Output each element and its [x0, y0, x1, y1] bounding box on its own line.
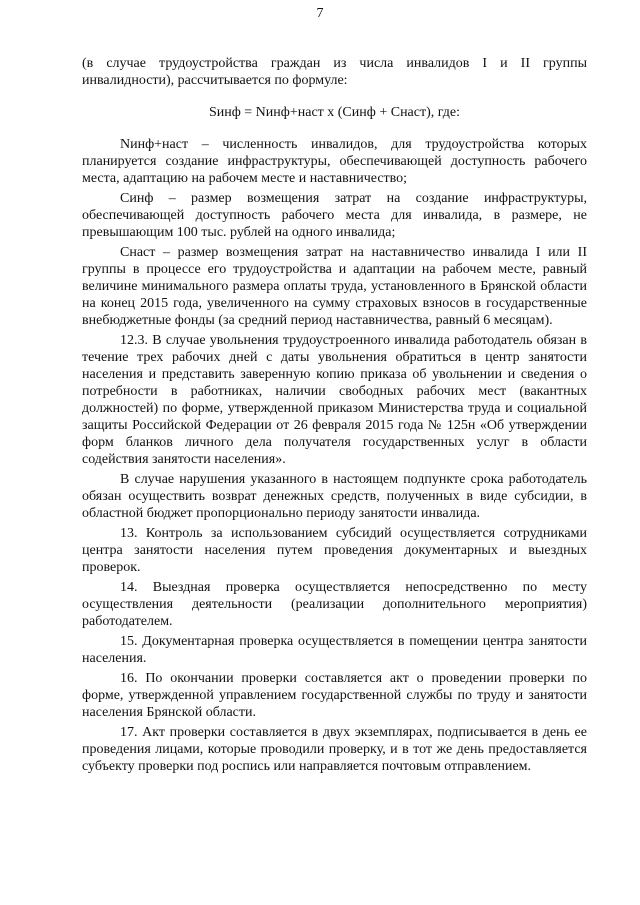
paragraph-12-3: 12.3. В случае увольнения трудоустроенного инвалида работодатель обязан в течение трех рабочих дней с даты увольнения обратиться в центр занятости населения и представить заверенную копию приказа об увольнении и сведения о потребности в работниках, наличии свободных рабочих мест (вакантных должностей) по форме, утвержденной приказом Министерства труда и социальной защиты Российской Федерации от 26 февраля 2015 года № 125н «Об утверждении форм бланков личного дела получателя государственных услуг в области содействия занятости населения». [82, 333, 587, 467]
paragraph-intro: (в случае трудоустройства граждан из числа инвалидов I и II группы инвалидности), рассчитывается по формуле: [82, 56, 587, 88]
formula: Sинф = Nинф+наст х (Синф + Снаст), где: [208, 105, 461, 120]
paragraph-ninf-definition: Nинф+наст – численность инвалидов, для трудоустройства которых планируется создание инфраструктуры, обеспечивающей доступность рабочего места, адаптацию на рабочем месте и наставничество; [82, 137, 587, 186]
paragraph-13: 13. Контроль за использованием субсидий осуществляется сотрудниками центра занятости населения путем проведения документарных и выездных проверок. [82, 526, 587, 575]
document-body [82, 55, 587, 778]
paragraph-17: 17. Акт проверки составляется в двух экземплярах, подписывается в день ее проведения лицами, которые проводили проверку, и в тот же день предоставляется субъекту проверки под роспись или направляется почтовым отправлением. [82, 725, 587, 774]
paragraph-16: 16. По окончании проверки составляется акт о проведении проверки по форме, утвержденной управлением государственной службы по труду и занятости населения Брянской области. [82, 671, 587, 720]
paragraph-snast-definition: Снаст – размер возмещения затрат на наставничество инвалида I или II группы в процессе его трудоустройства и адаптации на рабочем месте, равный величине минимального размера оплаты труда, установленного в Брянской области на конец 2015 года, увеличенного на сумму страховых взносов в государственные внебюджетные фонды (за средний период наставничества, равный 6 месяцам). [82, 245, 587, 328]
page-number: 7 [316, 6, 324, 21]
paragraph-violation: В случае нарушения указанного в настоящем подпункте срока работодатель обязан осуществить возврат денежных средств, полученных в виде субсидии, в областной бюджет пропорционально периоду занятости инвалида. [82, 472, 587, 521]
paragraph-sinf-definition: Синф – размер возмещения затрат на создание инфраструктуры, обеспечивающей доступность рабочего места для инвалида, в размере, не превышающим 100 тыс. рублей на одного инвалида; [82, 191, 587, 240]
paragraph-15: 15. Документарная проверка осуществляется в помещении центра занятости населения. [82, 634, 587, 666]
paragraph-14: 14. Выездная проверка осуществляется непосредственно по месту осуществления деятельности (реализации дополнительного мероприятия) работодателем. [82, 580, 587, 629]
